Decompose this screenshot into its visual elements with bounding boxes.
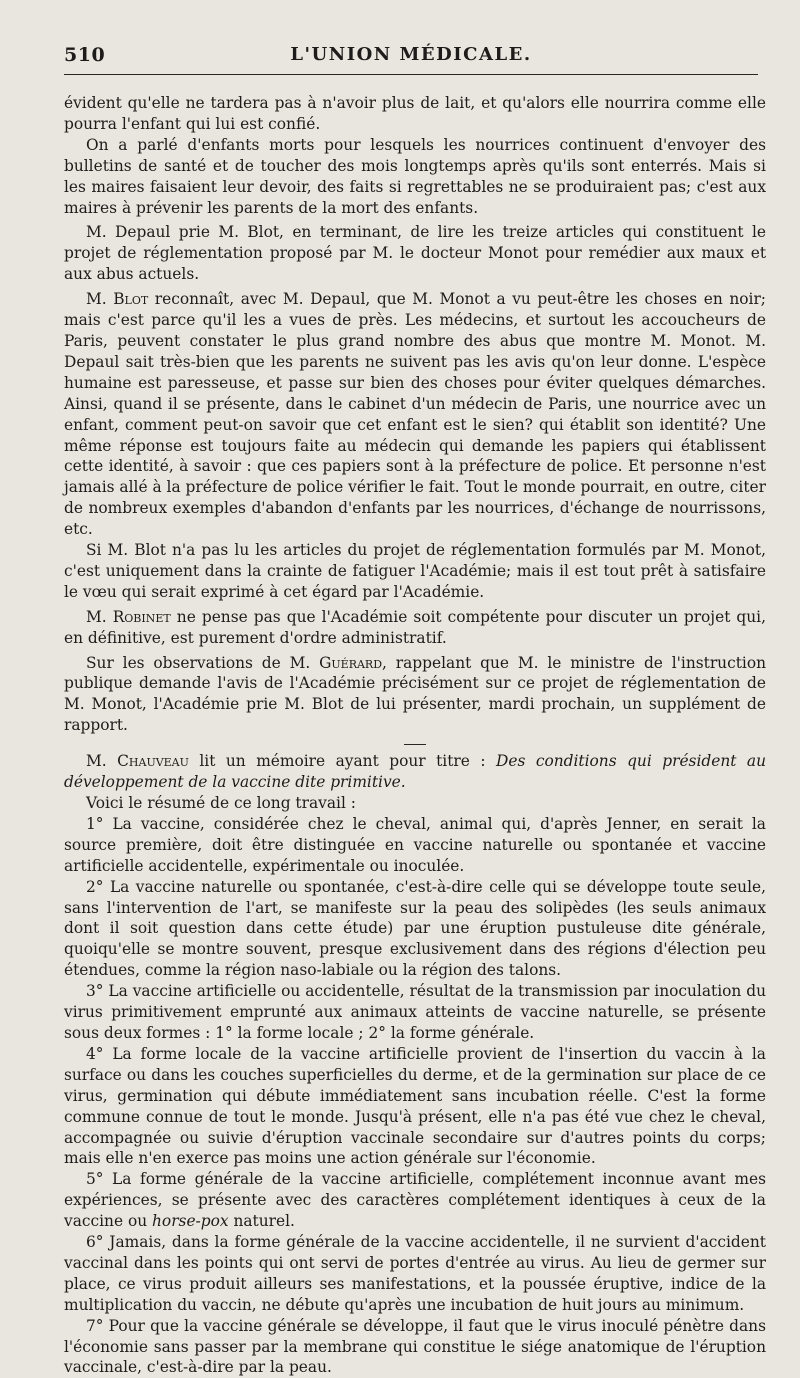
journal-title: L'UNION MÉDICALE. — [290, 44, 532, 65]
page-number: 510 — [64, 44, 106, 66]
paragraph-blot-reply: Si M. Blot n'a pas lu les articles du projet de réglementation formulés par M. Monot, c'est uniquement dans la crainte de fatiguer l'Académie; mais il est tout prêt à satisfaire le vœu qui serait exprimé à cet égard par l'Académie. — [64, 541, 766, 601]
list-item-1: 1° La vaccine, considérée chez le cheval, animal qui, d'après Jenner, en serait la source première, doit être distinguée en vaccine naturelle ou spontanée et vaccine artificielle accidentelle, expérimentale ou inoculée. — [64, 814, 766, 875]
paragraph-guerard: Sur les observations de M. Guérard, rappelant que M. le ministre de l'instruction publique demande l'avis de l'Académie précisément sur ce projet de réglementation de M. Monot, l'Académie prie M. Blot de lui présenter, mardi prochain, un supplément de rapport. — [64, 653, 766, 735]
paragraph-deaths: On a parlé d'enfants morts pour lesquels les nourrices continuent d'envoyer des bulletins de santé et de toucher des mois longtemps après qu'ils sont enterrés. Mais si les maires faisaient leur devoir, des faits si regrettables ne se produiraient pas; c'est aux maires à prévenir les parents de la mort des enfants. — [64, 135, 766, 217]
list-item-3: 3° La vaccine artificielle ou accidentelle, résultat de la transmission par inoculation du virus primitivement emprunté aux animaux atteints de vaccine naturelle, se présente sous deux formes : 1° la forme locale ; 2° la forme générale. — [64, 982, 766, 1042]
paragraph-chauveau: M. Chauveau lit un mémoire ayant pour titre : Des conditions qui président au développement de la vaccine dite primitive. — [64, 752, 766, 792]
list-item-6: 6° Jamais, dans la forme générale de la vaccine accidentelle, il ne survient d'accident vaccinal dans les points qui ont servi de portes d'entrée au virus. Au lieu de germer sur place, ce virus produit ailleurs ses manifestations, et la poussée éruptive, indice de la multiplication du vaccin, ne débute qu'après une incubation de huit jours au minimum. — [64, 1233, 766, 1314]
speaker-text: reconnaît, avec M. Depaul, que M. Monot a vu peut-être les choses en noir; mais c'est parce qu'il les a vues de près. Les médecins, et surtout les accoucheurs de Paris, peuvent constater le plus grand nombre des abus que montre M. Monot. M. Depaul sait très-bien que les parents ne suivent pas les avis qu'on leur donne. L'espèce humaine est paresseuse, et passe sur bien des choses pour éviter quelques démarches. Ainsi, quand il se présente, dans le cabinet d'un médecin de Paris, une nourrice avec un enfant, comment peut-on savoir que cet enfant est le sien? qui établit son identité? Une même réponse est toujours faite au médecin qui demande les papiers qui établissent cette identité, à savoir : que ces papiers sont à la préfecture de police. Et personne n'est jamais allé à la préfecture de police vérifier le fait. Tout le monde pourrait, en outre, citer de nombreux exemples d'abandon d'enfants par les nourrices, d'échange de nourrissons, etc. — [64, 290, 766, 539]
person-name: Guérard — [319, 653, 383, 672]
paragraph-continuation: évident qu'elle ne tardera pas à n'avoir plus de lait, et qu'alors elle nourrira comme elle pourra l'enfant qui lui est confié. — [64, 94, 766, 133]
section-divider — [404, 744, 426, 745]
speaker-name: M. Chauveau — [86, 752, 189, 771]
list-item-7: 7° Pour que la vaccine générale se développe, il faut que le virus inoculé pénètre dans l'économie sans passer par la membrane qui constitue le siége anatomique de l'éruption vaccinale, c'est-à-dire par la peau. — [64, 1316, 766, 1377]
page-header — [64, 34, 758, 75]
list-item-5: 5° La forme générale de la vaccine artificielle, complétement inconnue avant mes expériences, se présente avec des caractères complétement identiques à ceux de la vaccine ou horse-pox naturel. — [64, 1170, 766, 1231]
speaker-name: M. Blot — [86, 290, 149, 309]
list-item-4: 4° La forme locale de la vaccine artificielle provient de l'insertion du vaccin à la surface ou dans les couches superficielles du derme, et de la germination sur place de ce virus, germination qui débute immédiatement sans incubation réelle. C'est la forme commune connue de tout le monde. Jusqu'à présent, elle n'a pas été vue chez le cheval, accompagnée ou suivie d'éruption vaccinale secondaire sur d'autres points du corps; mais elle n'en exerce pas moins une action générale sur l'économie. — [64, 1044, 766, 1168]
speaker-name: M. Robinet — [86, 607, 171, 626]
paragraph-blot — [64, 289, 766, 540]
speaker-text: ne pense pas que l'Académie soit compétente pour discuter un projet qui, en définitive, est purement d'ordre administratif. — [64, 607, 766, 647]
article-body — [64, 93, 766, 1378]
memoir-title: Des conditions qui président au développement de la vaccine dite primitive. — [64, 752, 766, 792]
list-item-2: 2° La vaccine naturelle ou spontanée, c'est-à-dire celle qui se développe toute seule, sans l'intervention de l'art, se manifeste sur la peau des solipèdes (les seuls animaux dont il soit question dans cette étude) par une éruption pustuleuse dite générale, quoiqu'elle se montre souvent, presque exclusivement dans des régions d'élection peu étendues, comme la région naso-labiale ou la région des talons. — [64, 877, 766, 980]
paragraph-depaul: M. Depaul prie M. Blot, en terminant, de lire les treize articles qui constituent le projet de réglementation proposé par M. le docteur Monot pour remédier aux maux et aux abus actuels. — [64, 223, 766, 284]
paragraph-robinet — [64, 607, 766, 649]
paragraph-summary-intro: Voici le résumé de ce long travail : — [86, 794, 356, 812]
